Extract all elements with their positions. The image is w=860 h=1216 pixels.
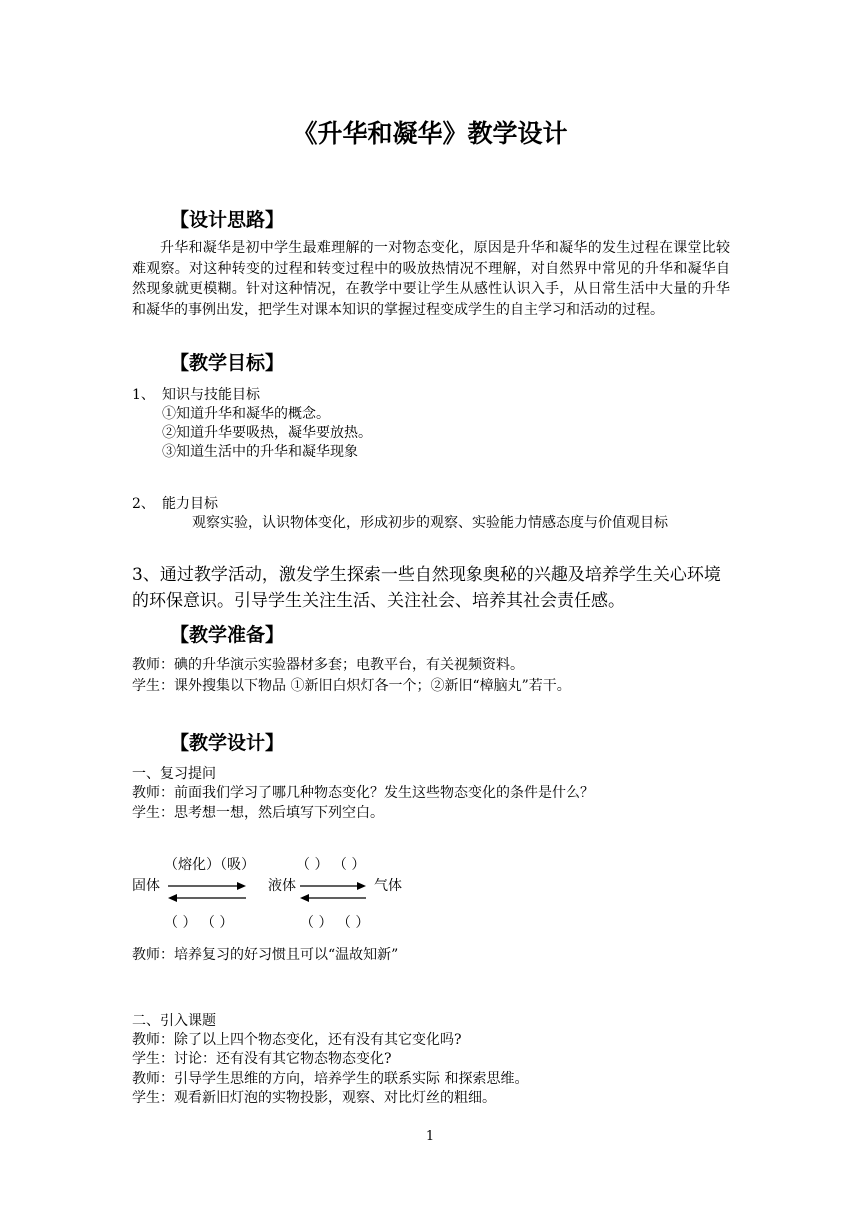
diagram-liquid-label: 液体: [268, 878, 296, 894]
diagram-bottom-right-blanks: （ ） （ ）: [300, 915, 370, 931]
goal1-item-1: ①知道升华和凝华的概念。: [162, 406, 330, 422]
design-idea-heading: 【设计思路】: [170, 209, 285, 231]
diagram-solid-label: 固体: [132, 878, 160, 894]
melting-arrow-head: [237, 882, 246, 890]
part1-title: 一、复习提问: [132, 766, 216, 782]
part1-student-line: 学生：思考想一想，然后填写下列空白。: [132, 805, 384, 821]
diagram-top-right-blanks: （ ） （ ）: [296, 857, 366, 873]
vaporization-arrow-head: [357, 882, 366, 890]
goal2-number: 2、: [132, 496, 155, 512]
part2-line-1: 教师：除了以上四个物态变化，还有没有其它变化吗?: [132, 1032, 462, 1048]
part2-line-2: 学生：讨论：还有没有其它物态物态变化?: [132, 1051, 392, 1067]
prep-student: 学生：课外搜集以下物品 ①新旧白炽灯各一个；②新旧“樟脑丸”若干。: [132, 678, 571, 694]
goal1-item-3: ③知道生活中的升华和凝华现象: [162, 444, 358, 460]
goals-heading: 【教学目标】: [170, 352, 285, 374]
goal1-number: 1、: [132, 387, 155, 403]
goal2-text: 观察实验，认识物体变化，形成初步的观察、实验能力情感态度与价值观目标: [192, 515, 668, 531]
page-number: 1: [425, 1129, 435, 1144]
part2-line-3: 教师：引导学生思维的方向，培养学生的联系实际 和探索思维。: [132, 1071, 529, 1087]
goal2-title: 能力目标: [162, 496, 218, 512]
part1-teacher-line: 教师：前面我们学习了哪几种物态变化？发生这些物态变化的条件是什么？: [132, 785, 594, 801]
prep-heading: 【教学准备】: [170, 624, 285, 646]
diagram-gas-label: 气体: [374, 878, 402, 894]
goal1-item-2: ②知道升华要吸热，凝华要放热。: [162, 425, 372, 441]
part2-title: 二、引入课题: [132, 1013, 216, 1029]
goal1-title: 知识与技能目标: [162, 387, 260, 403]
liquefaction-arrow-head: [300, 894, 309, 902]
prep-teacher: 教师：碘的升华演示实验器材多套；电教平台，有关视频资料。: [132, 657, 524, 673]
diagram-top-left-blanks: （熔化）（吸）: [164, 857, 255, 873]
liquid-gas-arrows: [298, 878, 368, 906]
part1-after-line: 教师：培养复习的好习惯且可以“温故知新”: [132, 947, 399, 963]
page-title: 《升华和凝华》教学设计: [292, 119, 568, 148]
diagram-bottom-left-blanks: （ ） （ ）: [164, 915, 234, 931]
goal3-text: 3、通过教学活动，激发学生探索一些自然现象奥秘的兴趣及培养学生关心环境的环保意识。引导学生关注生活、关注社会、培养其社会责任感。: [132, 565, 721, 611]
design-heading: 【教学设计】: [170, 732, 285, 754]
solidification-arrow-head: [168, 894, 177, 902]
part2-line-4: 学生：观看新旧灯泡的实物投影，观察、对比灯丝的粗细。: [132, 1090, 496, 1106]
design-idea-text: 升华和凝华是初中学生最难理解的一对物态变化，原因是升华和凝华的发生过程在课堂比较难观察。对这种转变的过程和转变过程中的吸放热情况不理解，对自然界中常见的升华和凝华自然现象就更模糊。针对这种情况，在教学中要让学生从感性认识入手，从日常生活中大量的升华和凝华的事例出发，把学生对课本知识的掌握过程变成学生的自主学习和活动的过程。: [132, 240, 730, 318]
solid-liquid-arrows: [166, 878, 248, 906]
